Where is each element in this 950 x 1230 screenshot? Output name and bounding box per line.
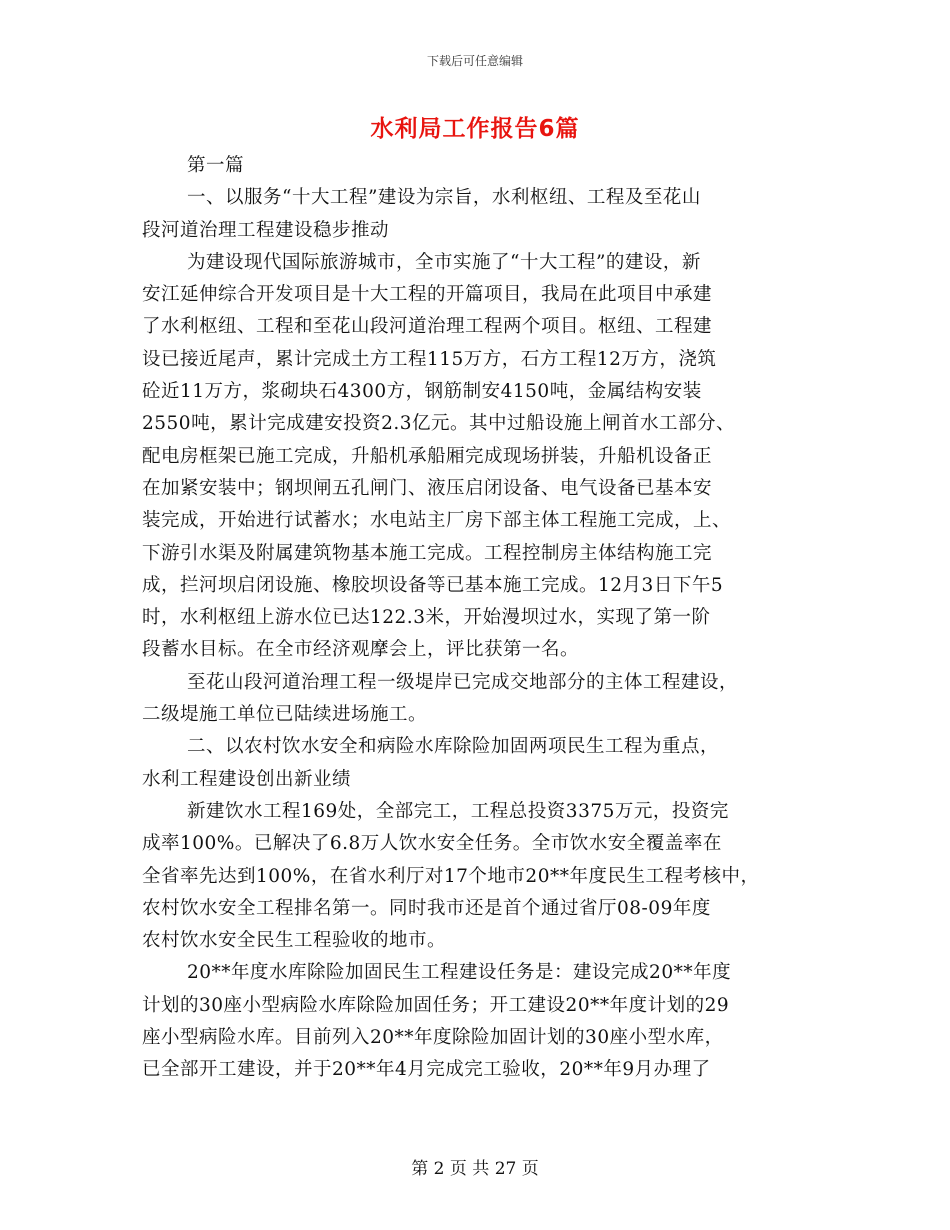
text-line: 安江延伸综合开发项目是十大工程的开篇项目，我局在此项目中承建: [142, 284, 713, 306]
text-line: 水利工程建设创出新业绩: [142, 768, 352, 790]
text-line: 时，水利枢纽上游水位已达122.3米，开始漫坝过水，实现了第一阶: [142, 607, 711, 629]
header-note: 下载后可任意编辑: [426, 54, 523, 68]
text-line: 农村饮水安全民生工程验收的地市。: [142, 930, 447, 952]
text-line: 段河道治理工程建设稳步推动: [142, 219, 390, 241]
text-line: 成，拦河坝启闭设施、橡胶坝设备等已基本施工完成。12月3日下午5: [142, 574, 724, 596]
text-line: 农村饮水安全工程排名第一。同时我市还是首个通过省厅08-09年度: [142, 897, 711, 919]
document-title: 水利局工作报告6篇: [370, 116, 580, 142]
page-footer: 第 2 页 共 27 页: [411, 1159, 539, 1179]
text-line: 为建设现代国际旅游城市，全市实施了“十大工程”的建设，新: [187, 251, 701, 273]
text-line: 计划的30座小型病险水库除险加固任务；开工建设20**年度计划的29: [142, 994, 730, 1016]
text-line: 一、以服务“十大工程”建设为宗旨，水利枢纽、工程及至花山: [187, 187, 701, 209]
text-line: 已全部开工建设，并于20**年4月完成完工验收，20**年9月办理了: [142, 1059, 711, 1081]
text-line: 设已接近尾声，累计完成土方工程115万方，石方工程12万方，浇筑: [142, 348, 717, 370]
text-line: 二级堤施工单位已陆续进场施工。: [142, 704, 428, 726]
text-line: 20**年度水库除险加固民生工程建设任务是：建设完成20**年度: [187, 962, 732, 984]
text-line: 配电房框架已施工完成，升船机承船厢完成现场拼装，升船机设备正: [142, 445, 713, 467]
text-line: 了水利枢纽、工程和至花山段河道治理工程两个项目。枢纽、工程建: [142, 316, 713, 338]
text-line: 下游引水渠及附属建筑物基本施工完成。工程控制房主体结构施工完: [142, 542, 713, 564]
text-line: 座小型病险水库。目前列入20**年度除险加固计划的30座小型水库，: [142, 1027, 724, 1049]
text-line: 段蓄水目标。在全市经济观摩会上，评比获第一名。: [142, 639, 580, 661]
text-line: 装完成，开始进行试蓄水；水电站主厂房下部主体工程施工完成，上、: [142, 510, 732, 532]
text-line: 第一篇: [187, 155, 245, 176]
text-line: 至花山段河道治理工程一级堤岸已完成交地部分的主体工程建设，: [187, 671, 739, 693]
text-line: 砼近11万方，浆砌块石4300方，钢筋制安4150吨，金属结构安装: [142, 381, 702, 403]
text-line: 在加紧安装中；钢坝闸五孔闸门、液压启闭设备、电气设备已基本安: [142, 477, 713, 499]
text-line: 2550吨，累计完成建安投资2.3亿元。其中过船设施上闸首水工部分、: [142, 413, 736, 435]
text-line: 二、以农村饮水安全和病险水库除险加固两项民生工程为重点，: [187, 736, 720, 758]
document-body: [142, 150, 818, 1087]
text-line: 新建饮水工程169处，全部完工，工程总投资3375万元，投资完: [187, 800, 729, 822]
text-line: 成率100%。已解决了6.8万人饮水安全任务。全市饮水安全覆盖率在: [142, 833, 722, 855]
text-line: 全省率先达到100%，在省水利厅对17个地市20**年度民生工程考核中，: [142, 865, 760, 887]
